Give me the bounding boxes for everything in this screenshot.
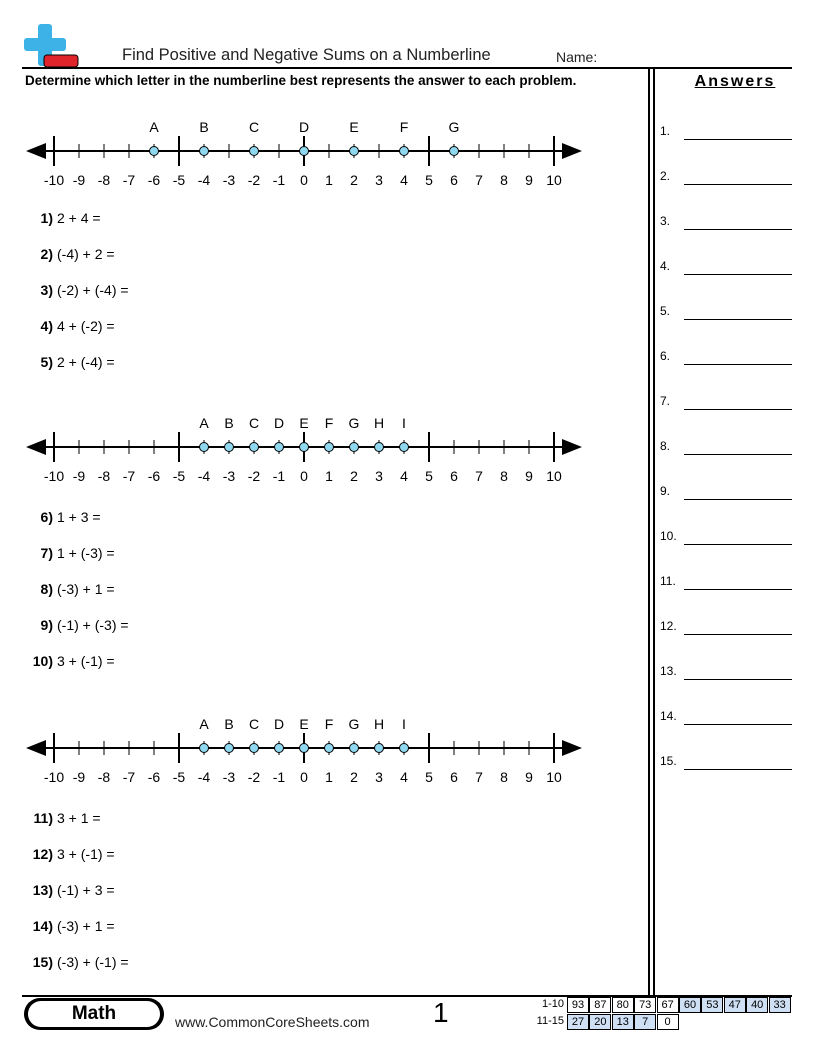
tick-label: -4: [197, 769, 211, 785]
point-label: D: [298, 119, 310, 135]
tick-label: -2: [247, 468, 261, 484]
tick-label: 7: [475, 769, 483, 785]
problem-number: 15): [32, 954, 53, 970]
point-label: F: [324, 415, 334, 431]
answer-number: 11.: [660, 574, 676, 588]
tick-label: -6: [147, 468, 161, 484]
tick-label: 3: [375, 172, 383, 188]
point-label: F: [399, 119, 409, 135]
subject-badge: [24, 998, 164, 1030]
tick-label: 9: [525, 172, 533, 188]
tick-label: -7: [122, 769, 136, 785]
point-label: G: [348, 415, 360, 431]
answer-number: 7.: [660, 394, 671, 408]
answer-blank[interactable]: [684, 769, 792, 770]
answer-row[interactable]: [660, 120, 792, 140]
tick-label: 6: [450, 769, 458, 785]
tick-label: 2: [350, 769, 358, 785]
tick-label: -8: [97, 172, 111, 188]
answers-title: Answers: [694, 73, 776, 90]
problem-number: 12): [32, 846, 53, 862]
point-marker: [400, 147, 409, 156]
problem-expression: 1 + 3 =: [57, 509, 101, 525]
point-marker: [350, 744, 359, 753]
tick-label: 10: [546, 172, 562, 188]
tick-label: 4: [400, 468, 408, 484]
answer-row[interactable]: [660, 570, 792, 590]
right-arrow-icon: [562, 740, 582, 756]
answer-number: 6.: [660, 349, 671, 363]
problem-expression: (-3) + (-1) =: [57, 954, 129, 970]
problem-number: 10): [32, 653, 53, 669]
point-marker: [400, 744, 409, 753]
tick-label: -2: [247, 172, 261, 188]
point-marker: [375, 744, 384, 753]
tick-label: -10: [43, 468, 65, 484]
problem-expression: (-4) + 2 =: [57, 246, 115, 262]
answer-blank[interactable]: [684, 724, 792, 725]
tick-label: -8: [97, 468, 111, 484]
problem-number: 11): [33, 810, 53, 826]
problem-expression: 3 + (-1) =: [57, 846, 115, 862]
answer-row[interactable]: [660, 210, 792, 230]
answer-number: 13.: [660, 664, 677, 678]
problem-number: 6): [40, 509, 53, 525]
point-marker: [350, 147, 359, 156]
stats-cell: 87: [589, 997, 611, 1013]
left-arrow-icon: [26, 143, 46, 159]
tick-label: 1: [325, 468, 333, 484]
point-marker: [225, 443, 234, 452]
point-marker: [325, 744, 334, 753]
problem-item: [25, 318, 115, 334]
problem-item: [25, 810, 101, 826]
answer-blank[interactable]: [684, 409, 792, 410]
answer-blank[interactable]: [684, 454, 792, 455]
answer-blank[interactable]: [684, 589, 792, 590]
point-label: B: [199, 119, 209, 135]
problem-expression: (-1) + 3 =: [57, 882, 115, 898]
tick-label: 9: [525, 769, 533, 785]
problem-expression: (-3) + 1 =: [57, 581, 115, 597]
tick-label: 2: [350, 172, 358, 188]
point-label: G: [448, 119, 460, 135]
tick-label: -6: [147, 769, 161, 785]
point-marker: [300, 147, 309, 156]
tick-label: -5: [172, 468, 186, 484]
number-line-2: [20, 416, 590, 486]
answer-row[interactable]: [660, 660, 792, 680]
tick-label: 10: [546, 769, 562, 785]
subject-badge-label: Math: [28, 1001, 160, 1027]
tick-label: -2: [247, 769, 261, 785]
problem-expression: 2 + (-4) =: [57, 354, 115, 370]
point-label: C: [248, 716, 260, 732]
point-marker: [225, 744, 234, 753]
site-url: www.CommonCoreSheets.com: [175, 1014, 370, 1030]
answer-number: 9.: [660, 484, 671, 498]
tick-label: 7: [475, 172, 483, 188]
tick-label: 8: [500, 468, 508, 484]
answer-row[interactable]: [660, 480, 792, 500]
page-title: Find Positive and Negative Sums on a Numberline: [122, 46, 491, 64]
problem-item: [25, 653, 115, 669]
tick-label: -9: [72, 468, 86, 484]
answer-number: 4.: [660, 259, 671, 273]
problem-number: 13): [32, 882, 53, 898]
problem-number: 1): [40, 210, 53, 226]
problem-item: [25, 581, 115, 597]
problem-number: 4): [40, 318, 53, 334]
point-marker: [400, 443, 409, 452]
point-marker: [200, 147, 209, 156]
tick-label: -7: [122, 468, 136, 484]
point-label: A: [199, 415, 209, 431]
tick-label: 6: [450, 468, 458, 484]
problem-number: 5): [40, 354, 53, 370]
point-marker: [325, 443, 334, 452]
tick-label: 0: [300, 769, 308, 785]
stats-cell: 80: [612, 997, 634, 1013]
tick-label: -5: [172, 172, 186, 188]
right-arrow-icon: [562, 439, 582, 455]
point-marker: [275, 744, 284, 753]
tick-label: 0: [300, 172, 308, 188]
tick-label: 5: [425, 172, 433, 188]
answer-number: 10.: [660, 529, 677, 543]
point-label: G: [348, 716, 360, 732]
tick-label: 4: [400, 172, 408, 188]
point-label: A: [199, 716, 209, 732]
problem-number: 2): [40, 246, 53, 262]
tick-label: -1: [272, 172, 286, 188]
stats-cell: 93: [567, 997, 589, 1013]
problem-number: 8): [40, 581, 53, 597]
tick-label: 1: [325, 172, 333, 188]
right-arrow-icon: [562, 143, 582, 159]
answer-number: 2.: [660, 169, 671, 183]
stats-cell: 67: [657, 997, 679, 1013]
instructions: Determine which letter in the numberline best represents the answer to each problem.: [25, 73, 577, 88]
number-line-3: [20, 717, 590, 787]
answer-number: 12.: [660, 619, 677, 633]
stats-row-label: 1-10: [541, 998, 564, 1010]
point-label: F: [324, 716, 334, 732]
tick-label: -10: [43, 172, 65, 188]
tick-label: 10: [546, 468, 562, 484]
column-divider: [648, 67, 650, 995]
answer-row[interactable]: [660, 300, 792, 320]
stats-cell: 33: [769, 997, 791, 1013]
tick-label: 8: [500, 769, 508, 785]
problem-item: [25, 246, 115, 262]
problem-expression: 4 + (-2) =: [57, 318, 115, 334]
point-marker: [250, 744, 259, 753]
problem-number: 9): [40, 617, 53, 633]
tick-label: -10: [43, 769, 65, 785]
point-label: E: [299, 716, 309, 732]
answer-blank[interactable]: [684, 229, 792, 230]
answer-blank[interactable]: [684, 139, 792, 140]
answer-row[interactable]: [660, 345, 792, 365]
problem-expression: 1 + (-3) =: [57, 545, 115, 561]
tick-label: 3: [375, 769, 383, 785]
tick-label: 6: [450, 172, 458, 188]
problem-expression: 3 + (-1) =: [57, 653, 115, 669]
point-marker: [250, 147, 259, 156]
point-label: C: [248, 415, 260, 431]
header-rule: [22, 67, 792, 69]
point-label: B: [224, 716, 234, 732]
answer-row[interactable]: [660, 255, 792, 275]
tick-label: -3: [222, 769, 236, 785]
left-arrow-icon: [26, 740, 46, 756]
answer-blank[interactable]: [684, 184, 792, 185]
stats-cell: 73: [634, 997, 656, 1013]
tick-label: -8: [97, 769, 111, 785]
point-marker: [275, 443, 284, 452]
page-number: 1: [433, 997, 449, 1028]
point-label: E: [349, 119, 359, 135]
answer-blank[interactable]: [684, 499, 792, 500]
point-marker: [375, 443, 384, 452]
answer-row[interactable]: [660, 165, 792, 185]
stats-row-label: 11-15: [536, 1015, 564, 1027]
plus-minus-icon: [24, 24, 80, 68]
stats-cell: 27: [567, 1014, 589, 1030]
problem-number: 14): [32, 918, 53, 934]
answer-blank[interactable]: [684, 319, 792, 320]
stats-cell: 47: [724, 997, 746, 1013]
point-label: A: [149, 119, 159, 135]
tick-label: 9: [525, 468, 533, 484]
tick-label: 1: [325, 769, 333, 785]
tick-label: 7: [475, 468, 483, 484]
problem-item: [25, 354, 115, 370]
tick-label: -6: [147, 172, 161, 188]
stats-cell: 20: [589, 1014, 611, 1030]
point-label: H: [373, 415, 385, 431]
point-label: B: [224, 415, 234, 431]
problem-item: [25, 617, 129, 633]
point-label: C: [248, 119, 260, 135]
answer-blank[interactable]: [684, 364, 792, 365]
point-marker: [300, 443, 309, 452]
point-label: D: [273, 716, 285, 732]
answer-row[interactable]: [660, 705, 792, 725]
answer-number: 15.: [660, 754, 677, 768]
point-marker: [250, 443, 259, 452]
tick-label: 2: [350, 468, 358, 484]
tick-label: 5: [425, 769, 433, 785]
problem-item: [25, 918, 115, 934]
tick-label: 0: [300, 468, 308, 484]
tick-label: 5: [425, 468, 433, 484]
answer-number: 8.: [660, 439, 671, 453]
answer-row[interactable]: [660, 525, 792, 545]
tick-label: 4: [400, 769, 408, 785]
problem-number: 7): [40, 545, 53, 561]
answer-blank[interactable]: [684, 544, 792, 545]
stats-cell: 13: [612, 1014, 634, 1030]
left-arrow-icon: [26, 439, 46, 455]
point-marker: [450, 147, 459, 156]
tick-label: -9: [72, 769, 86, 785]
point-label: D: [273, 415, 285, 431]
answer-number: 5.: [660, 304, 671, 318]
name-label: Name:: [556, 49, 598, 65]
tick-label: -1: [272, 468, 286, 484]
number-line-1: [20, 120, 590, 190]
problem-item: [25, 954, 129, 970]
tick-label: 8: [500, 172, 508, 188]
tick-label: -1: [272, 769, 286, 785]
problem-item: [25, 545, 115, 561]
answer-row[interactable]: [660, 750, 792, 770]
problem-item: [25, 509, 101, 525]
tick-label: -5: [172, 769, 186, 785]
point-marker: [350, 443, 359, 452]
stats-cell: 60: [679, 997, 701, 1013]
answer-blank[interactable]: [684, 634, 792, 635]
answer-blank[interactable]: [684, 679, 792, 680]
tick-label: -4: [197, 172, 211, 188]
problem-expression: (-1) + (-3) =: [57, 617, 129, 633]
answer-row[interactable]: [660, 390, 792, 410]
problem-number: 3): [40, 282, 53, 298]
stats-cell: 40: [746, 997, 768, 1013]
tick-label: 3: [375, 468, 383, 484]
problem-expression: (-3) + 1 =: [57, 918, 115, 934]
point-marker: [200, 744, 209, 753]
answer-number: 1.: [660, 124, 671, 138]
answer-row[interactable]: [660, 435, 792, 455]
point-label: E: [299, 415, 309, 431]
tick-label: -3: [222, 172, 236, 188]
answer-number: 14.: [660, 709, 677, 723]
problem-item: [25, 846, 115, 862]
point-label: I: [402, 716, 406, 732]
tick-label: -4: [197, 468, 211, 484]
point-marker: [150, 147, 159, 156]
problem-expression: (-2) + (-4) =: [57, 282, 129, 298]
tick-label: -7: [122, 172, 136, 188]
tick-label: -9: [72, 172, 86, 188]
problem-item: [25, 210, 101, 226]
problem-item: [25, 882, 115, 898]
stats-cell: 7: [634, 1014, 656, 1030]
answer-number: 3.: [660, 214, 671, 228]
stats-cell: 53: [701, 997, 723, 1013]
stats-cell: 0: [657, 1014, 679, 1030]
answer-blank[interactable]: [684, 274, 792, 275]
problem-expression: 2 + 4 =: [57, 210, 101, 226]
problem-expression: 3 + 1 =: [57, 810, 101, 826]
answer-row[interactable]: [660, 615, 792, 635]
tick-label: -3: [222, 468, 236, 484]
column-divider: [653, 67, 655, 995]
point-marker: [300, 744, 309, 753]
point-label: I: [402, 415, 406, 431]
problem-item: [25, 282, 129, 298]
point-marker: [200, 443, 209, 452]
point-label: H: [373, 716, 385, 732]
